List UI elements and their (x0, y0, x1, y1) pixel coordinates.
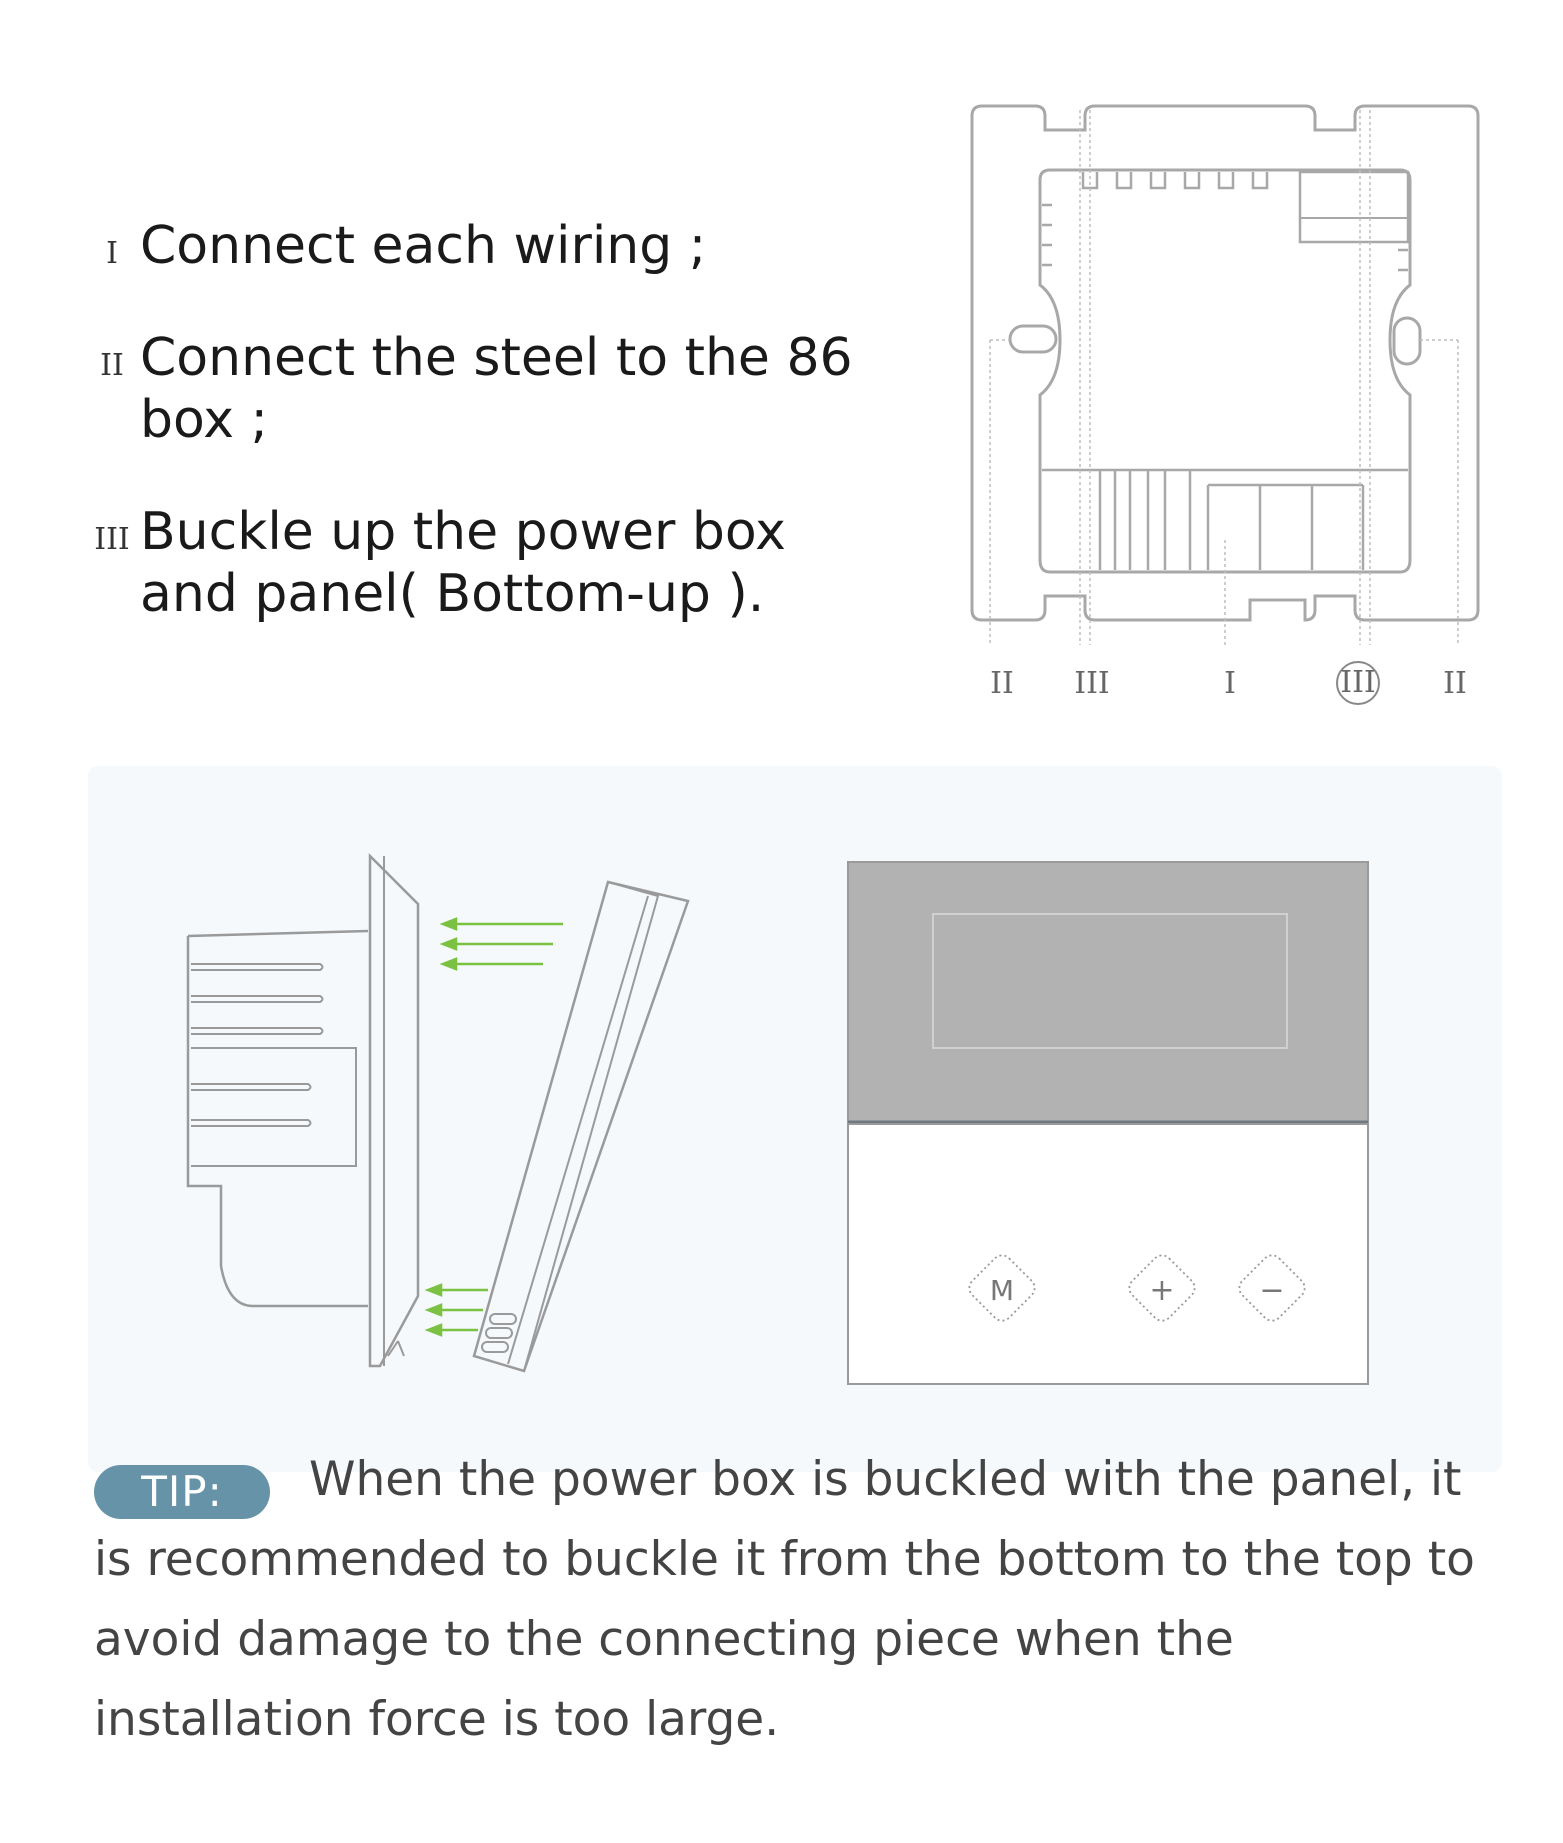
step-1-text: Connect each wiring ; (140, 216, 707, 276)
plate-label-5: II (1443, 666, 1467, 701)
minus-button: − (1259, 1273, 1285, 1308)
tip-text: When the power box is buckled with the panel, it is recommended to buckle it from the bottom to the top to avoid damage to the connecting piece when the installation force is too large. (94, 1452, 1475, 1747)
plate-label-2: III (1074, 666, 1110, 701)
m-button: M (989, 1274, 1015, 1307)
installation-illustration (88, 766, 1502, 1472)
step-3-numeral: III (94, 522, 130, 557)
step-2-numeral: II (100, 348, 124, 383)
step-1-numeral: I (106, 236, 118, 271)
plate-label-4: III (1336, 661, 1380, 705)
plate-label-3: I (1224, 666, 1236, 701)
mounting-plate-diagram (960, 100, 1500, 660)
step-2 (90, 327, 890, 451)
step-3 (90, 501, 890, 625)
step-3-text: Buckle up the power box and panel( Bottom-up ). (140, 502, 786, 624)
tip-badge: TIP: (94, 1465, 270, 1519)
step-1 (90, 215, 890, 277)
arrow-icons (428, 919, 563, 1335)
step-2-text: Connect the steel to the 86 box ; (140, 328, 853, 450)
thermostat-front-view (848, 862, 1368, 1384)
plate-label-1: II (990, 666, 1014, 701)
step-list (90, 215, 890, 675)
plus-button: + (1149, 1273, 1175, 1308)
